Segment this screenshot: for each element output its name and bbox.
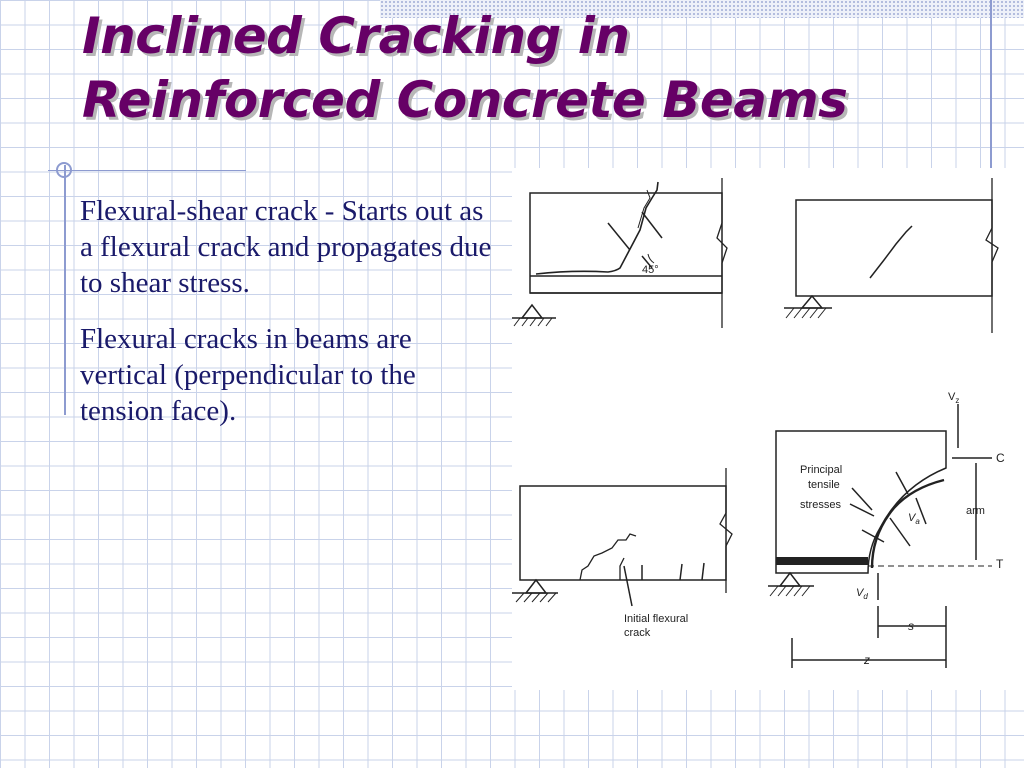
principal-label-1: Principal — [800, 464, 843, 476]
diagram-web-shear — [784, 178, 998, 333]
angle-label: 45° — [642, 264, 659, 276]
vz-main: V — [948, 391, 956, 403]
title-line-2: Reinforced Concrete Beams — [82, 71, 848, 129]
va-label — [908, 512, 920, 526]
c-label: C — [996, 451, 1005, 465]
initial-crack-label-2: crack — [624, 627, 651, 639]
paragraph-flexural-shear: Flexural-shear crack - Starts out as a flexural crack and propagates due to shear stress. — [80, 195, 492, 299]
va-main: V — [908, 512, 916, 524]
body-text — [80, 193, 500, 449]
vz-sub: z — [955, 396, 960, 405]
principal-label-2: tensile — [808, 479, 840, 491]
s-label: s — [908, 619, 914, 633]
beam-diagrams — [512, 168, 1024, 690]
diagram-flexural-cracks — [512, 468, 732, 606]
decor-bullet-line — [64, 165, 66, 415]
diagram-flexural-shear — [512, 178, 727, 328]
arm-label: arm — [966, 505, 985, 517]
z-label: z — [864, 653, 870, 667]
title-line-1: Inclined Cracking in — [82, 7, 630, 65]
diagram-free-body — [768, 404, 992, 668]
bullet-circle-icon — [56, 162, 72, 178]
vd-sub: d — [863, 592, 868, 601]
va-sub: a — [915, 517, 920, 526]
principal-label-3: stresses — [800, 499, 841, 511]
vd-main: V — [856, 587, 864, 599]
beam-crack-figure — [512, 168, 1024, 690]
initial-crack-label-1: Initial flexural — [624, 613, 689, 625]
t-label: T — [996, 557, 1004, 571]
vd-label — [856, 587, 868, 601]
decor-vertical-line — [990, 0, 992, 170]
decor-horizontal-rule — [48, 170, 246, 171]
vz-label — [948, 391, 959, 405]
paragraph-flexural-cracks: Flexural cracks in beams are vertical (perpendicular to the tension face). — [80, 323, 416, 427]
slide-title — [82, 4, 847, 132]
